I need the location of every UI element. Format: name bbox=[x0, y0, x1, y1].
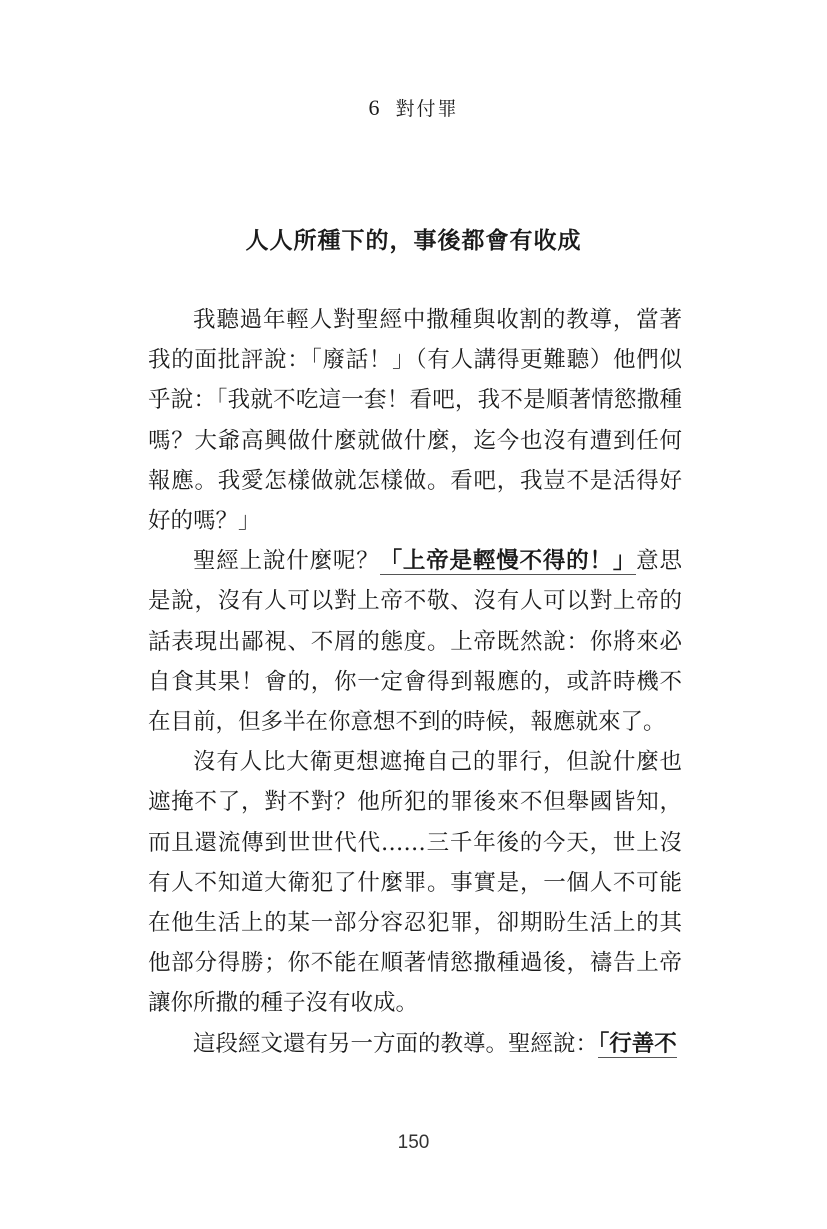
page-number: 150 bbox=[397, 1132, 430, 1153]
emphasized-quote: 「上帝是輕慢不得的！」 bbox=[379, 548, 637, 575]
paragraph-2-rest: 意思是說，沒有人可以對上帝不敬、沒有人可以對上帝的話表現出鄙視、不屑的態度。上帝既然說：你將來必自食其果！會的，你一定會得到報應的，或許時機不在目前，但多半在你意想不到的時候，報應就來了。 bbox=[148, 548, 682, 736]
paragraph-4 bbox=[148, 1024, 682, 1064]
paragraph-1: 我聽過年輕人對聖經中撒種與收割的教導，當著我的面批評說：「廢話！」（有人講得更難聽）他們似乎說：「我就不吃這一套！看吧，我不是順著情慾撒種嗎？大爺高興做什麼就做什麼，迄今也沒有遭到任何報應。我愛怎樣做就怎樣做。看吧，我豈不是活得好好的嗎？」 bbox=[148, 307, 682, 535]
body-text bbox=[148, 300, 682, 1064]
chapter-number: 6 bbox=[368, 95, 382, 120]
emphasized-quote-continued: 「行善不 bbox=[598, 1030, 677, 1057]
paragraph-4-lead: 這段經文還有另一方面的教導。聖經說： bbox=[193, 1030, 599, 1057]
running-header bbox=[0, 94, 827, 121]
paragraph-2-lead: 聖經上說什麼呢？ bbox=[193, 548, 380, 575]
section-heading: 人人所種下的，事後都會有收成 bbox=[245, 228, 582, 254]
chapter-title: 對付罪 bbox=[395, 98, 459, 120]
paragraph-2 bbox=[148, 541, 682, 742]
paragraph-3: 沒有人比大衛更想遮掩自己的罪行，但說什麼也遮掩不了，對不對？他所犯的罪後來不但舉國皆知，而且還流傳到世世代代……三千年後的今天，世上沒有人不知道大衛犯了什麼罪。事實是，一個人不可能在他生活上的某一部分容忍犯罪，卻期盼生活上的其他部分得勝；你不能在順著情慾撒種過後，禱告上帝讓你所撒的種子沒有收成。 bbox=[148, 749, 682, 1017]
